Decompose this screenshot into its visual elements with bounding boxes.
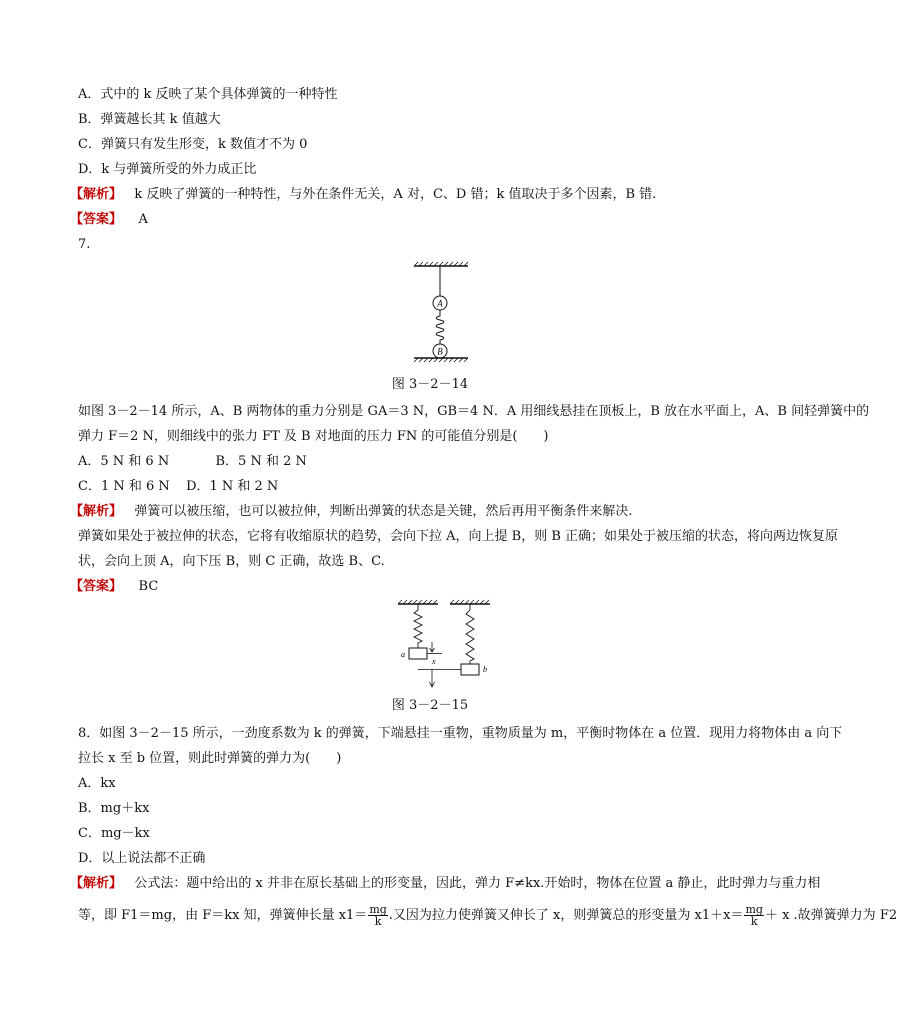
analysis-text-b: .又因为拉力使弹簧又伸长了 x，则弹簧总的形变量为 x1＋x＝ [388, 908, 744, 923]
analysis-tag: 【解析】 [70, 876, 123, 891]
q8-analysis-2 [78, 903, 897, 929]
analysis-text: 公式法：题中给出的 x 并非在原长基础上的形变量，因此，弹力 F≠kx.开始时，物体在位置 a 静止，此时弹力与重力相 [134, 876, 821, 891]
fraction-mg-over-k-1 [368, 904, 387, 927]
fraction-mg-over-k-2 [744, 904, 763, 927]
q7-analysis-2: 弹簧如果处于被拉伸的状态，它将有收缩原状的趋势，会向下拉 A，向上提 B，则 B 正确；如果处于被压缩的状态，将向两边恢复原 [78, 529, 839, 544]
q6-option-c: C．弹簧只有发生形变，k 数值才不为 0 [78, 137, 308, 152]
spring-right [466, 604, 474, 664]
q7-analysis-3: 状，会向上顶 A，向下压 B，则 C 正确，故选 B、C. [78, 554, 385, 569]
analysis-tag: 【解析】 [70, 187, 123, 202]
q8-option-a: A．kx [78, 776, 116, 791]
fraction-numerator: mg [369, 903, 387, 916]
answer-text: A [138, 212, 148, 227]
fraction-denominator: k [374, 915, 382, 928]
label-a: A [437, 298, 443, 309]
fraction-numerator: mg [745, 903, 763, 916]
label-b: B [437, 346, 443, 357]
q8-option-b: B．mg＋kx [78, 801, 150, 816]
q7-number: 7. [78, 237, 91, 252]
analysis-text: k 反映了弹簧的一种特性，与外在条件无关，A 对，C、D 错；k 值取决于多个因素，B 错. [134, 187, 657, 202]
q7-option-c: C．1 N 和 6 N [78, 479, 170, 494]
figure-caption-14: 图 3－2－14 [391, 377, 469, 392]
figure-3-2-14 [400, 258, 480, 370]
q7-option-b: B．5 N 和 2 N [215, 454, 307, 469]
q7-stem-2: 弹力 F＝2 N，则细线中的张力 FT 及 B 对地面的压力 FN 的可能值分别是( ) [78, 429, 549, 444]
q8-option-c: C．mg－kx [78, 826, 150, 841]
q7-option-a: A．5 N 和 6 N [78, 454, 170, 469]
figure-caption-15: 图 3－2－15 [391, 698, 469, 713]
q7-answer [70, 578, 158, 596]
weight-a [409, 648, 427, 659]
answer-tag: 【答案】 [70, 212, 123, 227]
q7-option-d: D．1 N 和 2 N [186, 479, 279, 494]
q8-option-d: D．以上说法都不正确 [78, 851, 206, 866]
ceiling-right [450, 600, 490, 604]
label-a: a [401, 650, 405, 659]
answer-text: BC [138, 579, 159, 594]
analysis-text: 弹簧可以被压缩，也可以被拉伸，判断出弹簧的状态是关键，然后再用平衡条件来解决. [134, 504, 633, 519]
q8-stem-1: 8．如图 3－2－15 所示，一劲度系数为 k 的弹簧，下端悬挂一重物，重物质量为 m，平衡时物体在 a 位置．现用力将物体由 a 向下 [78, 726, 843, 741]
analysis-text-a: 等，即 F1＝mg，由 F＝kx 知，弹簧伸长量 x1＝ [78, 908, 368, 923]
ground [414, 358, 468, 362]
answer-tag: 【答案】 [70, 579, 123, 594]
ceiling [414, 262, 468, 266]
q6-analysis [70, 186, 656, 204]
label-x: x [432, 657, 436, 666]
q6-option-a: A．式中的 k 反映了某个具体弹簧的一种特性 [78, 87, 338, 102]
spring-left [414, 604, 422, 648]
figure-3-2-15 [392, 598, 502, 692]
analysis-text-c: ＋ x .故弹簧弹力为 F2 [764, 908, 897, 923]
weight-b [461, 664, 479, 675]
q7-analysis-1 [70, 503, 633, 521]
q8-analysis-1 [70, 875, 820, 893]
q6-option-d: D．k 与弹簧所受的外力成正比 [78, 162, 257, 177]
fraction-denominator: k [750, 915, 758, 928]
q7-stem-1: 如图 3－2－14 所示，A、B 两物体的重力分别是 GA＝3 N，GB＝4 N．A 用细线悬挂在顶板上，B 放在水平面上，A、B 间轻弹簧中的 [78, 404, 870, 419]
label-b: b [483, 665, 487, 674]
q6-option-b: B．弹簧越长其 k 值越大 [78, 112, 221, 127]
analysis-tag: 【解析】 [70, 504, 123, 519]
spring [436, 310, 444, 344]
q7-options-cd [78, 478, 278, 496]
q7-options-ab [78, 453, 307, 471]
ceiling-left [398, 600, 438, 604]
q6-answer [70, 211, 148, 229]
q8-stem-2: 拉长 x 至 b 位置，则此时弹簧的弹力为( ) [78, 751, 342, 766]
